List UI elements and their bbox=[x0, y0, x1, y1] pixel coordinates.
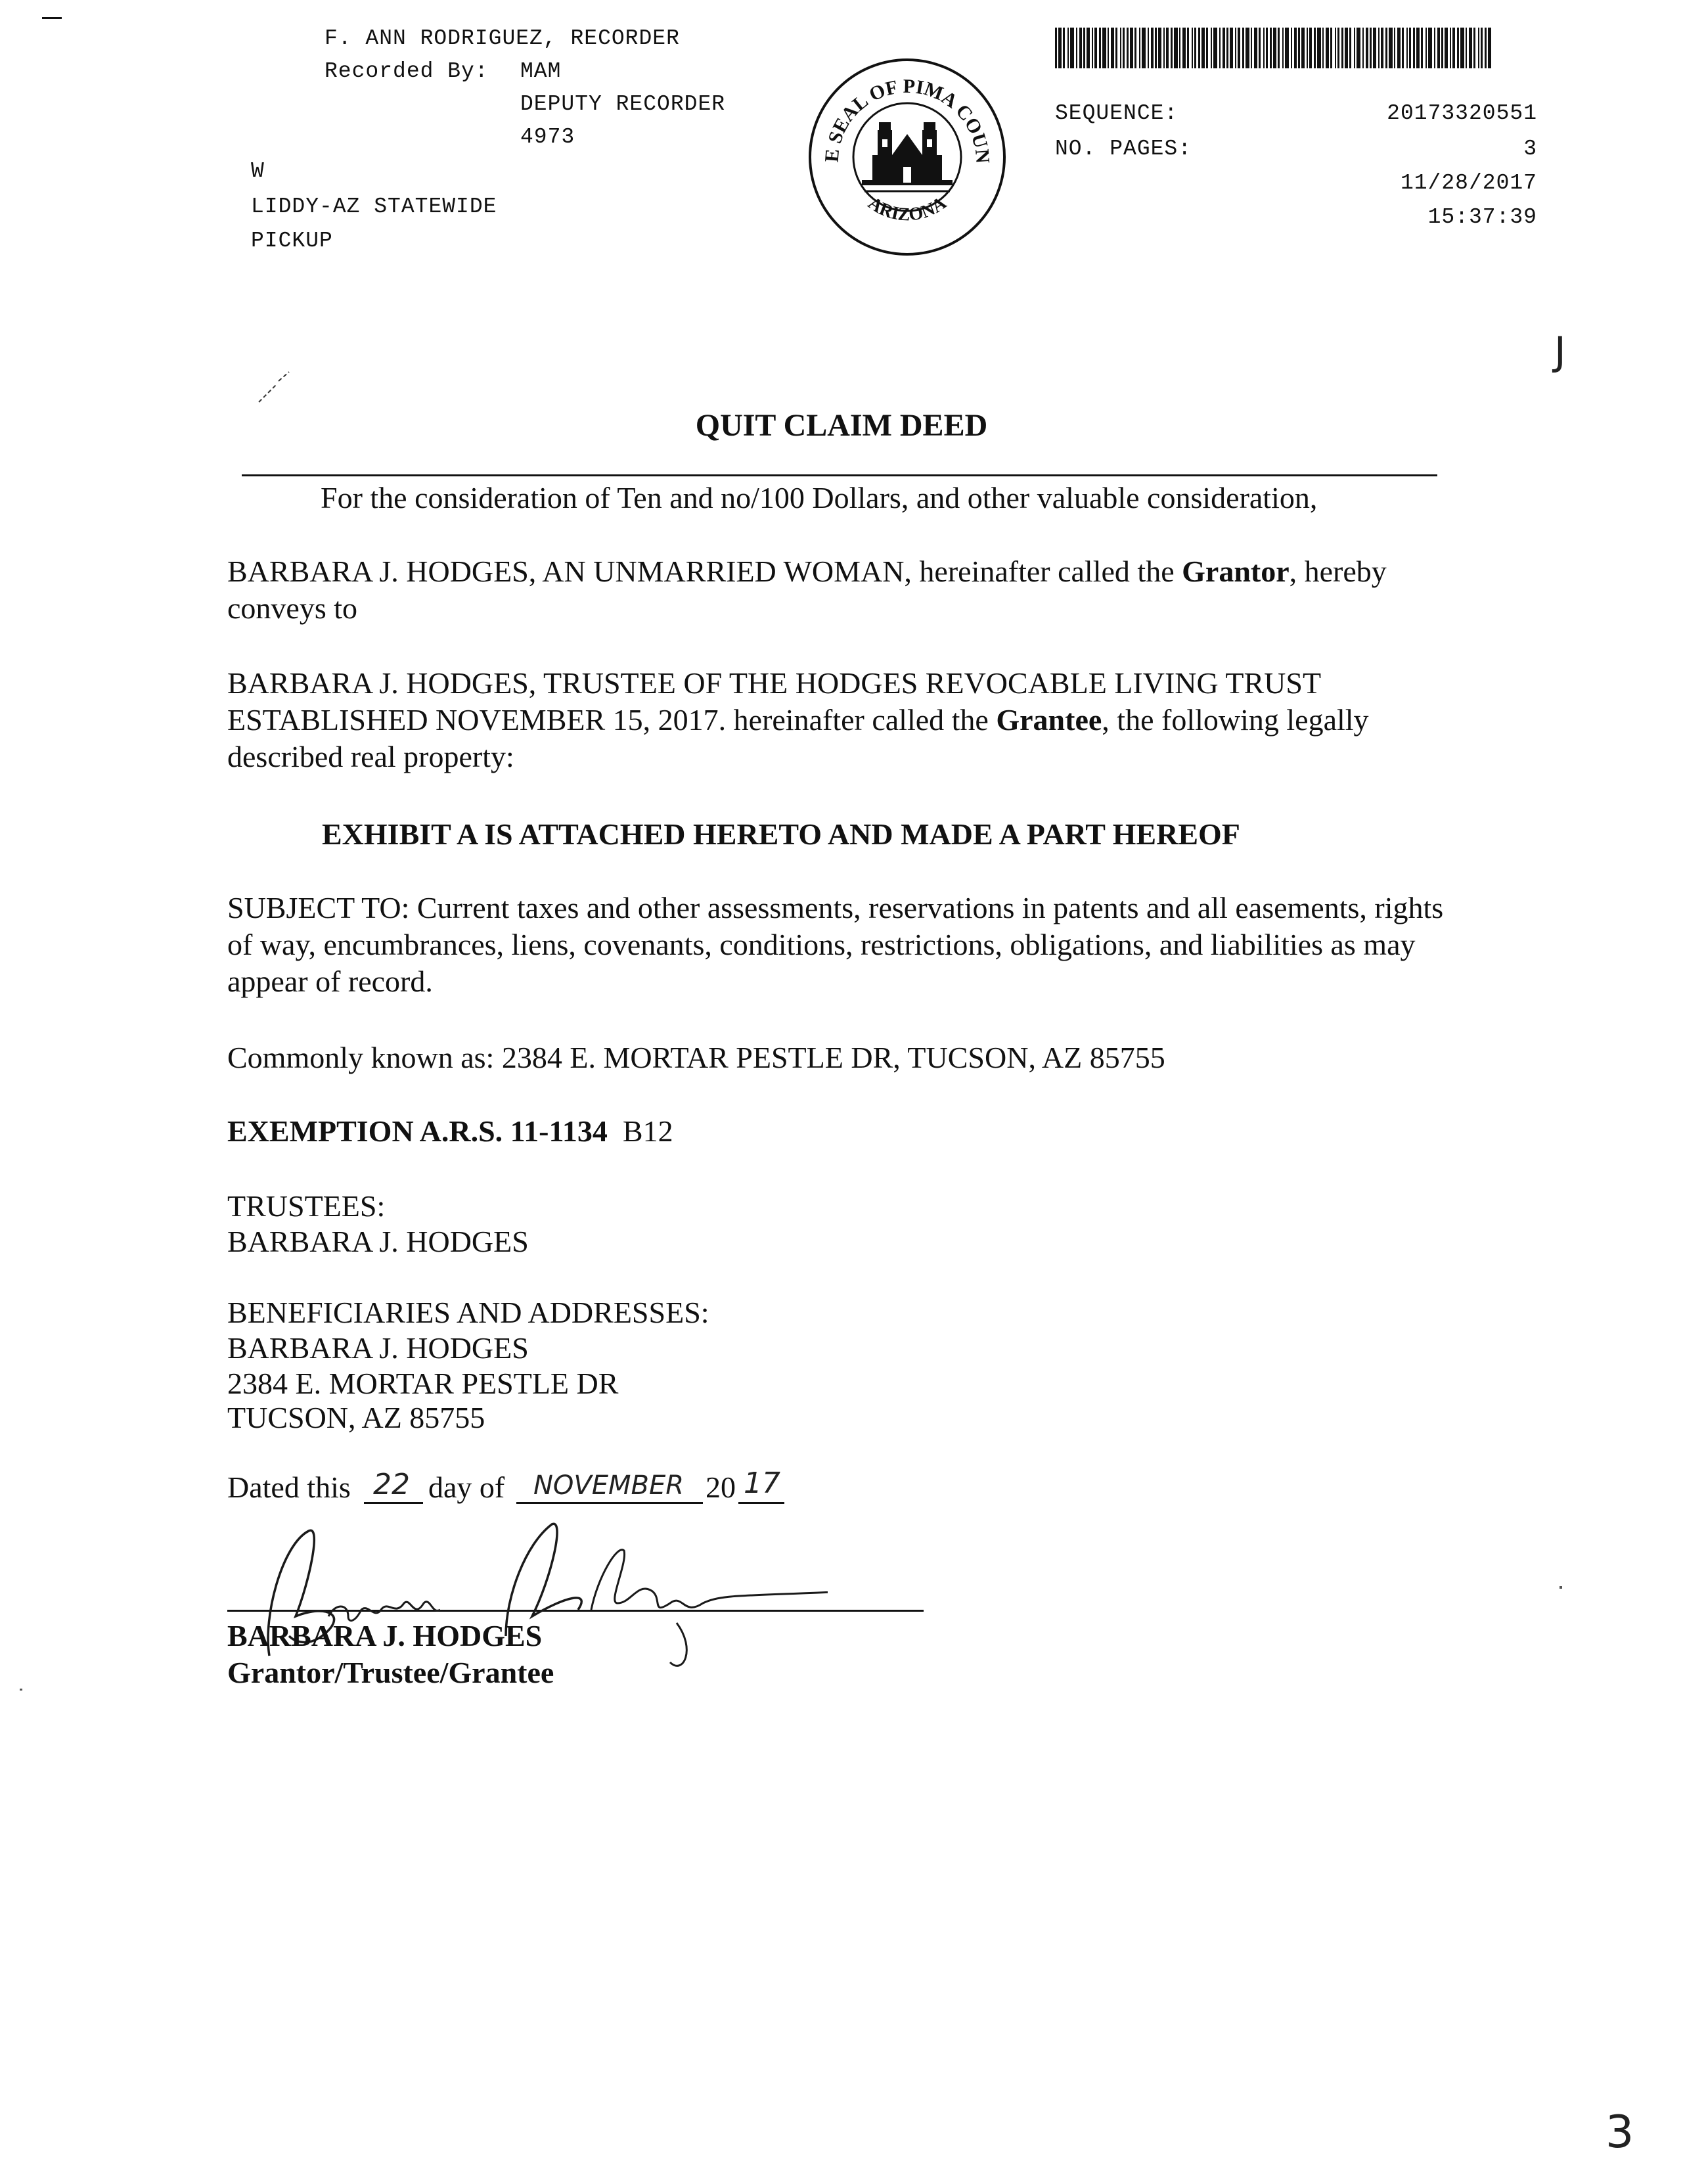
beneficiary-city: TUCSON, AZ 85755 bbox=[227, 1401, 485, 1434]
dated-label: Dated this bbox=[227, 1470, 351, 1504]
beneficiary-street: 2384 E. MORTAR PESTLE DR bbox=[227, 1367, 619, 1400]
grantor-text: BARBARA J. HODGES, AN UNMARRIED WOMAN, hereinafter called the bbox=[227, 555, 1182, 588]
grantor-text-end: , hereby conveys to bbox=[227, 555, 1387, 625]
pickup-line-1: LIDDY-AZ STATEWIDE bbox=[251, 194, 497, 219]
recorded-by-label: Recorded By: bbox=[325, 59, 489, 83]
corner-dash-mark bbox=[42, 17, 62, 19]
signer-name: BARBARA J. HODGES bbox=[227, 1619, 543, 1652]
trustees-label: TRUSTEES: bbox=[227, 1189, 386, 1223]
sequence-number: 20173320551 bbox=[1387, 101, 1537, 125]
property-address: Commonly known as: 2384 E. MORTAR PESTLE DR, TUCSON, AZ 85755 bbox=[227, 1041, 1165, 1074]
pickup-line-2: PICKUP bbox=[251, 229, 333, 253]
grantor-paragraph bbox=[227, 553, 1462, 627]
page-number: 3 bbox=[1605, 2106, 1634, 2158]
consideration-line: For the consideration of Ten and no/100 Dollars, and other valuable consideration, bbox=[321, 481, 1318, 514]
dated-month: NOVEMBER bbox=[533, 1470, 684, 1501]
scan-speck bbox=[20, 1689, 22, 1691]
sequence-label: SEQUENCE: bbox=[1055, 101, 1178, 125]
grantee-text-end: , the following legally described real property: bbox=[227, 703, 1369, 773]
seal-text-bottom: ARIZONA bbox=[864, 193, 951, 225]
exhibit-statement: EXHIBIT A IS ATTACHED HERETO AND MADE A PART HEREOF bbox=[322, 817, 1240, 851]
pages-count: 3 bbox=[1523, 137, 1537, 161]
recording-time: 15:37:39 bbox=[1427, 205, 1537, 229]
signer-role: Grantor/Trustee/Grantee bbox=[227, 1656, 554, 1689]
recording-barcode bbox=[1055, 28, 1494, 68]
dated-mid-label: day of bbox=[428, 1470, 505, 1504]
grantor-term: Grantor bbox=[1182, 555, 1290, 588]
trustee-name: BARBARA J. HODGES bbox=[227, 1225, 529, 1258]
corner-hand-mark: J bbox=[1554, 329, 1566, 375]
document-title: QUIT CLAIM DEED bbox=[695, 408, 988, 443]
stray-pen-mark bbox=[256, 368, 296, 411]
recorder-name: F. ANN RODRIGUEZ, RECORDER bbox=[325, 26, 680, 51]
county-seal bbox=[807, 57, 1008, 258]
grantee-text: BARBARA J. HODGES, TRUSTEE OF THE HODGES REVOCABLE LIVING TRUST ESTABLISHED NOVEMBER 15, 2017. hereinafter called the bbox=[227, 666, 1321, 737]
dated-year-suffix: 17 bbox=[744, 1467, 780, 1500]
beneficiary-name: BARBARA J. HODGES bbox=[227, 1331, 529, 1365]
scan-speck bbox=[1560, 1586, 1562, 1589]
pages-label: NO. PAGES: bbox=[1055, 137, 1192, 161]
beneficiaries-label: BENEFICIARIES AND ADDRESSES: bbox=[227, 1296, 709, 1329]
seal-text-top: E SEAL OF PIMA COUN bbox=[820, 75, 994, 164]
deputy-recorder-title: DEPUTY RECORDER bbox=[520, 92, 726, 116]
grantee-paragraph bbox=[227, 665, 1462, 775]
dated-year-prefix: 20 bbox=[706, 1470, 736, 1504]
w-mark: W bbox=[251, 159, 265, 183]
dated-day: 22 bbox=[373, 1468, 410, 1501]
recorded-by-value: MAM bbox=[520, 59, 562, 83]
deputy-number: 4973 bbox=[520, 125, 575, 149]
subject-to-paragraph: SUBJECT TO: Current taxes and other assessments, reservations in patents and all easements, rights of way, encumbrances, liens, covenants, conditions, restrictions, obligations, and liabilities as may appear of record. bbox=[227, 891, 1444, 998]
exemption-statute: EXEMPTION A.R.S. 11-1134 bbox=[227, 1114, 608, 1148]
exemption-line bbox=[227, 1113, 673, 1150]
exemption-code: B12 bbox=[622, 1114, 673, 1148]
recording-date: 11/28/2017 bbox=[1400, 171, 1537, 195]
title-rule bbox=[242, 474, 1437, 476]
grantee-term: Grantee bbox=[996, 703, 1102, 737]
